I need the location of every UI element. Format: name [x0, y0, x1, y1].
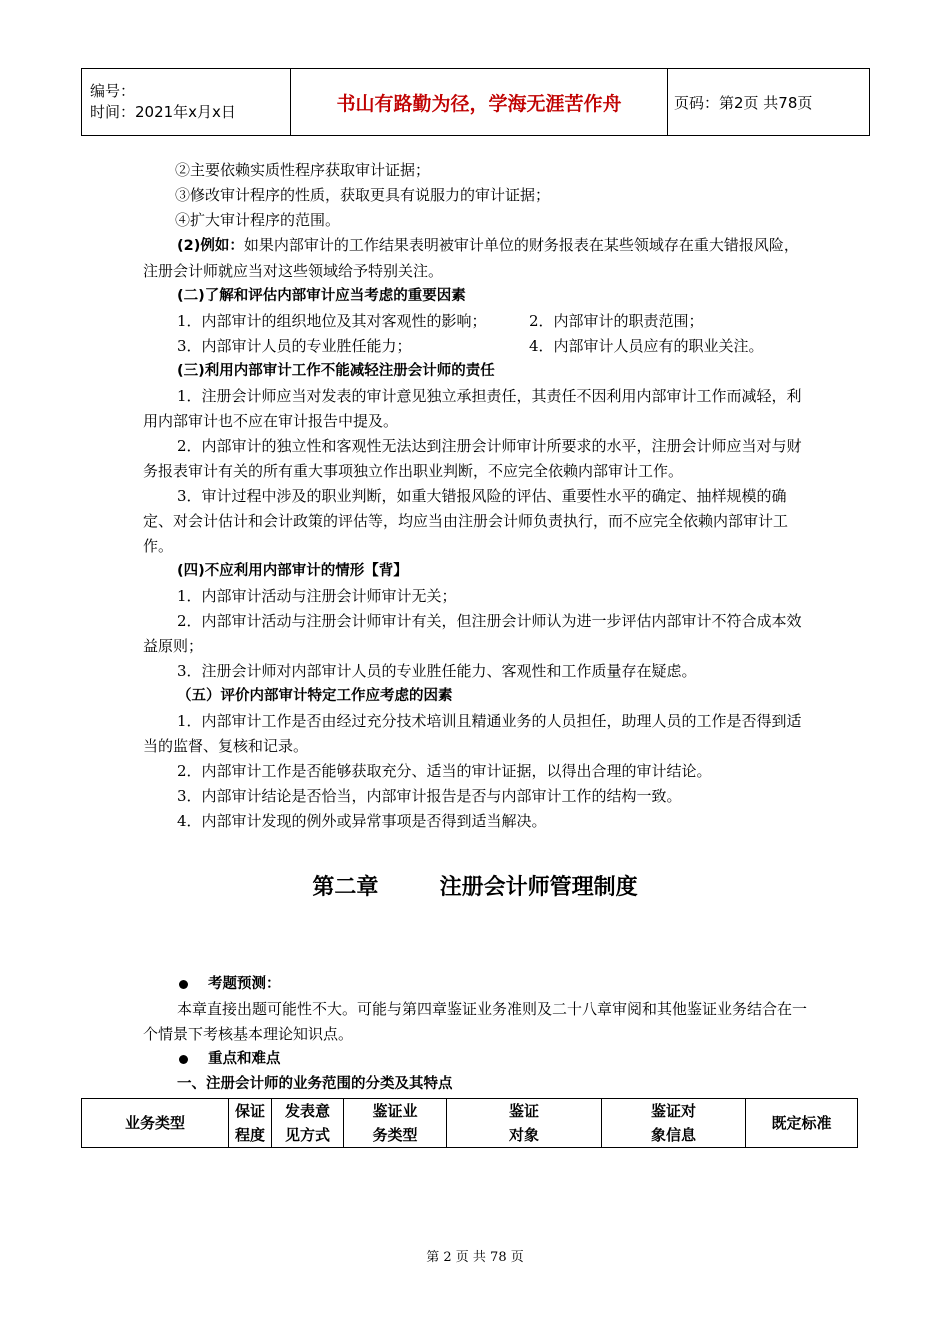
paragraph: 4．内部审计发现的例外或异常事项是否得到适当解决。	[177, 812, 547, 830]
chapter-number: 第二章	[312, 875, 379, 900]
paragraph: 3．注册会计师对内部审计人员的专业胜任能力、客观性和工作质量存在疑虑。	[177, 662, 697, 680]
example-label: (2)例如：	[177, 238, 244, 254]
forecast-label: 考题预测：	[208, 976, 281, 992]
table-header-cell: 业务类型	[82, 1099, 229, 1148]
section-heading: (二)了解和评估内部审计应当考虑的重要因素	[177, 288, 466, 304]
example-paragraph	[143, 233, 807, 284]
document-body	[143, 158, 807, 834]
table-header-cell: 既定标准	[746, 1099, 858, 1148]
list-item: ④扩大审计程序的范围。	[175, 211, 341, 229]
paragraph: 本章直接出题可能性不大。可能与第四章鉴证业务准则及二十八章审阅和其他鉴证业务结合在一个情景下考核基本理论知识点。	[143, 1000, 808, 1043]
doc-time-label: 时间：2021年x月x日	[90, 103, 236, 121]
paragraph: 2．内部审计活动与注册会计师审计有关，但注册会计师认为进一步评估内部审计不符合成本效益原则；	[143, 612, 802, 655]
bullet-icon	[179, 1055, 188, 1064]
table-header-cell: 鉴证对 象信息	[602, 1099, 746, 1148]
header-motto: 书山有路勤为径，学海无涯苦作舟	[291, 69, 668, 136]
list-item: ②主要依赖实质性程序获取审计证据；	[175, 161, 431, 179]
table-header-cell: 保证 程度	[229, 1099, 272, 1148]
factor-item: 3．内部审计人员的专业胜任能力；	[177, 337, 412, 355]
factor-item: 4．内部审计人员应有的职业关注。	[529, 337, 764, 355]
sub-heading: 一、注册会计师的业务范围的分类及其特点	[177, 1076, 453, 1092]
bullet-icon	[179, 980, 188, 989]
table-header-row	[82, 1099, 858, 1148]
chapter-intro	[143, 972, 807, 1097]
list-item: ③修改审计程序的性质，获取更具有说服力的审计证据；	[175, 186, 551, 204]
section-heading: (四)不应利用内部审计的情形【背】	[177, 563, 408, 579]
document-header	[81, 68, 870, 136]
key-label: 重点和难点	[208, 1051, 281, 1067]
bullet-heading	[143, 1047, 807, 1072]
table-header-cell: 鉴证 对象	[447, 1099, 602, 1148]
paragraph: 3．审计过程中涉及的职业判断，如重大错报风险的评估、重要性水平的确定、抽样规模的确定、对会计估计和会计政策的评估等，均应当由注册会计师负责执行，而不应完全依赖内部审计工作。	[143, 487, 789, 555]
paragraph: 3．内部审计结论是否恰当，内部审计报告是否与内部审计工作的结构一致。	[177, 787, 682, 805]
header-meta	[82, 69, 291, 136]
factor-item: 2．内部审计的职责范围；	[529, 312, 704, 330]
business-type-table	[81, 1098, 858, 1148]
paragraph: 2．内部审计工作是否能够获取充分、适当的审计证据，以得出合理的审计结论。	[177, 762, 712, 780]
bullet-heading	[143, 972, 807, 997]
chapter-name: 注册会计师管理制度	[439, 875, 638, 900]
table-header-cell: 发表意 见方式	[272, 1099, 344, 1148]
factor-row	[143, 334, 807, 359]
paragraph: 2．内部审计的独立性和客观性无法达到注册会计师审计所要求的水平，注册会计师应当对与财务报表审计有关的所有重大事项独立作出职业判断，不应完全依赖内部审计工作。	[143, 437, 802, 480]
paragraph: 1．注册会计师应当对发表的审计意见独立承担责任，其责任不因利用内部审计工作而减轻，利用内部审计也不应在审计报告中提及。	[143, 387, 802, 430]
section-heading: （五）评价内部审计特定工作应考虑的因素	[177, 688, 453, 704]
header-page-info: 页码：第2页 共78页	[668, 69, 870, 136]
factor-row	[143, 309, 807, 334]
section-heading: (三)利用内部审计工作不能减轻注册会计师的责任	[177, 363, 495, 379]
table-header-cell: 鉴证业 务类型	[344, 1099, 447, 1148]
factor-item: 1．内部审计的组织地位及其对客观性的影响；	[177, 312, 487, 330]
paragraph: 1．内部审计工作是否由经过充分技术培训且精通业务的人员担任，助理人员的工作是否得到适当的监督、复核和记录。	[143, 712, 802, 755]
doc-number-label: 编号：	[90, 82, 136, 100]
chapter-title	[0, 870, 950, 901]
example-text: 如果内部审计的工作结果表明被审计单位的财务报表在某些领域存在重大错报风险，注册会计师就应当对这些领域给予特别关注。	[143, 236, 799, 280]
page-footer: 第 2 页 共 78 页	[426, 1250, 524, 1265]
paragraph: 1．内部审计活动与注册会计师审计无关；	[177, 587, 457, 605]
